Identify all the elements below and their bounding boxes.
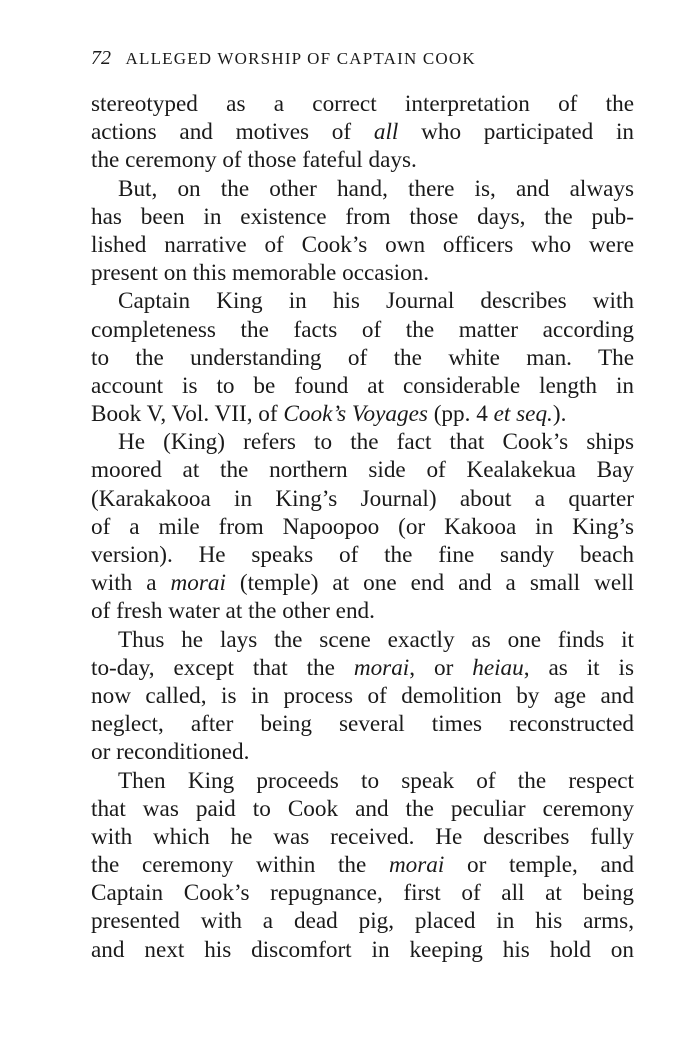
- text-segment: now called, is in process of demolition by age and: [91, 682, 634, 709]
- text-line: [91, 287, 634, 315]
- italic-text: heiau: [472, 654, 524, 681]
- text-segment: and next his discomfort in keeping his hold on: [91, 936, 634, 963]
- text-segment: with which he was received. He describes fully: [91, 823, 634, 850]
- text-line: [91, 428, 634, 456]
- text-line: [91, 569, 634, 597]
- text-line: [91, 456, 634, 484]
- text-segment: the ceremony within the: [91, 852, 389, 879]
- text-line: [91, 175, 634, 203]
- text-segment: Then King proceeds to speak of the respect: [118, 767, 634, 794]
- text-line: [91, 231, 634, 259]
- text-line: [91, 90, 634, 118]
- text-segment: moored at the northern side of Kealakekua Bay: [91, 457, 634, 484]
- text-segment: (Karakakooa in King’s Journal) about a quarter: [91, 485, 634, 512]
- text-line: [91, 907, 634, 935]
- text-segment: with a: [91, 570, 171, 597]
- text-segment: (temple) at one end and a small well: [225, 570, 634, 597]
- text-line: [91, 879, 634, 907]
- text-line: [91, 710, 634, 738]
- text-segment: completeness the facts of the matter according: [91, 316, 634, 343]
- text-line: [91, 513, 634, 541]
- text-line: [91, 344, 634, 372]
- text-segment: Captain King in his Journal describes with: [118, 288, 634, 315]
- text-line: [91, 851, 634, 879]
- text-line: [91, 767, 634, 795]
- text-line: [91, 203, 634, 231]
- text-segment: who participated in: [398, 119, 634, 146]
- text-line: [91, 795, 634, 823]
- text-segment: Book V, Vol. VII, of: [91, 401, 284, 428]
- text-line: [91, 682, 634, 710]
- italic-text: morai: [353, 654, 410, 681]
- italic-text: all: [373, 119, 399, 146]
- text-line: [91, 738, 634, 766]
- text-segment: to the understanding of the white man. The: [91, 344, 634, 371]
- text-line: [91, 626, 634, 654]
- text-line: [91, 485, 634, 513]
- text-line: [91, 118, 634, 146]
- text-segment: lished narrative of Cook’s own officers who were: [91, 231, 634, 258]
- text-segment: of a mile from Napoopoo (or Kakooa in King’s: [91, 513, 634, 540]
- text-segment: version). He speaks of the fine sandy beach: [91, 542, 634, 568]
- text-segment: or reconditioned.: [91, 739, 250, 766]
- text-line: [91, 146, 634, 174]
- text-line: [91, 400, 634, 428]
- text-segment: that was paid to Cook and the peculiar ceremony: [91, 795, 634, 822]
- text-segment: account is to be found at considerable length in: [91, 372, 634, 399]
- running-head: [91, 47, 636, 70]
- text-segment: neglect, after being several times reconstructed: [91, 711, 634, 738]
- text-segment: , or: [409, 654, 473, 681]
- running-title: ALLEGED WORSHIP OF CAPTAIN COOK: [125, 49, 476, 68]
- text-segment: Captain Cook’s repugnance, first of all at being: [91, 880, 634, 907]
- text-line: [91, 597, 634, 625]
- italic-text: et seq.: [493, 401, 553, 428]
- italic-text: Cook’s Voyages: [283, 401, 428, 428]
- body-text: [91, 90, 634, 964]
- text-segment: (pp. 4: [427, 401, 494, 428]
- text-segment: actions and motives of: [91, 119, 374, 146]
- text-line: [91, 936, 634, 964]
- text-segment: to-day, except that the: [91, 654, 354, 681]
- text-segment: He (King) refers to the fact that Cook’s ships: [118, 429, 634, 456]
- text-segment: But, on the other hand, there is, and always: [118, 175, 634, 202]
- text-segment: presented with a dead pig, placed in his arms,: [91, 908, 634, 935]
- text-segment: has been in existence from those days, the pub-: [91, 203, 634, 230]
- text-line: [91, 541, 634, 569]
- text-segment: or temple, and: [444, 852, 634, 879]
- text-line: [91, 372, 634, 400]
- text-line: [91, 654, 634, 682]
- text-segment: , as it is: [523, 654, 634, 681]
- text-segment: ).: [552, 401, 567, 428]
- italic-text: morai: [170, 570, 226, 597]
- text-segment: of fresh water at the other end.: [91, 598, 375, 625]
- text-segment: stereotyped as a correct interpretation of the: [91, 91, 634, 117]
- text-line: [91, 823, 634, 851]
- text-segment: the ceremony of those fateful days.: [91, 147, 417, 174]
- text-segment: Thus he lays the scene exactly as one finds it: [118, 626, 634, 653]
- text-segment: present on this memorable occasion.: [91, 260, 430, 287]
- italic-text: morai: [388, 852, 445, 879]
- text-line: [91, 259, 634, 287]
- text-line: [91, 316, 634, 344]
- page-number: 72: [91, 47, 111, 69]
